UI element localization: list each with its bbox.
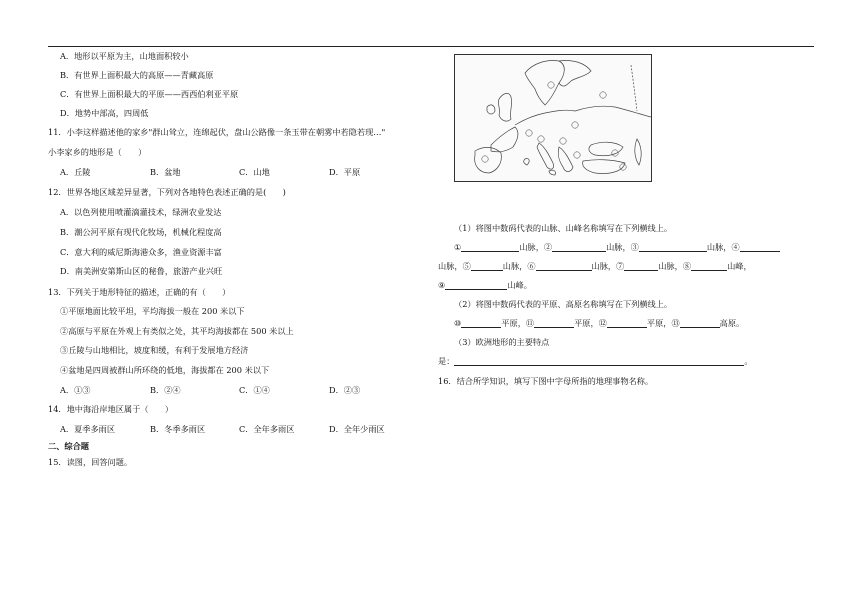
blank-row-3 xyxy=(438,280,532,290)
blank-11[interactable] xyxy=(534,319,574,328)
q11-stem: 11．小李这样描述他的家乡"群山耸立，连绵起伏，盘山公路像一条玉带在朝雾中若隐若现…" xyxy=(48,127,386,137)
label-10: ⑩ xyxy=(454,318,462,328)
q11-option-b: B．盆地 xyxy=(150,167,181,177)
q16-stem: 16．结合所学知识，填写下图中字母所指的地理事物名称。 xyxy=(438,376,654,386)
blank-9[interactable] xyxy=(445,281,507,290)
q12-option-a: A．以色列使用喷灌滴灌技术，绿洲农业发达 xyxy=(60,207,222,217)
label-peak-end: 山峰。 xyxy=(507,280,532,290)
label-peak: 山峰， xyxy=(727,261,752,271)
part3-label: 是： xyxy=(438,356,455,366)
q12-stem: 12．世界各地区域差异显著，下列对各地特色表述正确的是( ) xyxy=(48,187,286,197)
label-7: 山脉，⑦ xyxy=(591,261,625,271)
q12-option-b: B．潮公河平原有现代化牧场，机械化程度高 xyxy=(60,227,222,237)
label-1: ① xyxy=(454,242,462,252)
part3-instruction: （3）欧洲地形的主要特点 xyxy=(454,337,550,347)
q13-option-a: A．①③ xyxy=(60,385,91,395)
label-plateau: 高原。 xyxy=(719,318,745,328)
label-4: 山脉，④ xyxy=(706,242,740,252)
q13-item-1: ①平原地面比较平坦，平均海拔一般在 200 米以下 xyxy=(60,306,245,316)
q13-option-d: D．②③ xyxy=(329,385,361,395)
blank-4[interactable] xyxy=(740,243,780,252)
part3-blank[interactable] xyxy=(454,357,744,366)
blank-3[interactable] xyxy=(639,243,707,252)
blank-row-1 xyxy=(454,242,780,252)
blank-2[interactable] xyxy=(552,243,606,252)
label-11: 平原，⑪ xyxy=(501,318,535,328)
q12-option-c: C．意大利的威尼斯海港众多，渔业资源丰富 xyxy=(60,247,222,257)
q14-option-b: B．冬季多雨区 xyxy=(150,424,206,434)
part2-instruction: （2）将图中数码代表的平原、高原名称填写在下列横线上。 xyxy=(454,299,673,309)
q11-option-a: A．丘陵 xyxy=(60,167,91,177)
blank-8[interactable] xyxy=(691,262,727,271)
q11-option-c: C．山地 xyxy=(239,167,270,177)
blank-12[interactable] xyxy=(607,319,647,328)
label-13: 平原，⑬ xyxy=(646,318,680,328)
q13-item-4: ④盆地是四周被群山所环绕的低地，海拔都在 200 米以下 xyxy=(60,365,270,375)
q13-stem: 13．下列关于地形特征的描述，正确的有（ ） xyxy=(48,287,231,297)
q10-option-d: D．地势中部高，四周低 xyxy=(60,108,149,118)
header-rule xyxy=(48,46,814,47)
q14-option-c: C．全年多雨区 xyxy=(239,424,295,434)
q13-item-3: ③丘陵与山地相比，坡度和缓，有利于发展地方经济 xyxy=(60,345,249,355)
q11-stem-line2: 小李家乡的地形是（ ） xyxy=(48,147,147,157)
blank-1[interactable] xyxy=(461,243,519,252)
q14-option-d: D．全年少雨区 xyxy=(329,424,385,434)
part3-end: 。 xyxy=(744,356,753,366)
blank-5[interactable] xyxy=(471,262,503,271)
label-5: 山脉，⑤ xyxy=(438,261,471,271)
blank-row-2 xyxy=(438,261,752,271)
q12-option-d: D．南美洲安第斯山区的秘鲁，旅游产业兴旺 xyxy=(60,266,223,276)
label-2: 山脉，② xyxy=(519,242,553,252)
q14-stem: 14．地中海沿岸地区属于（ ） xyxy=(48,404,174,414)
label-12: 平原，⑫ xyxy=(574,318,607,328)
q10-option-c: C．有世界上面积最大的平原——西西伯利亚平原 xyxy=(60,89,239,99)
label-8: 山脉，⑧ xyxy=(658,261,692,271)
q13-option-c: C．①④ xyxy=(239,385,270,395)
blank-10[interactable] xyxy=(461,319,501,328)
q10-option-a: A．地形以平原为主，山地面积较小 xyxy=(60,51,189,61)
section-heading: 二、综合题 xyxy=(48,441,89,451)
label-9: ⑨ xyxy=(438,280,446,290)
label-3: 山脉，③ xyxy=(606,242,639,252)
part3-answer-row xyxy=(438,356,753,366)
q13-item-2: ②高原与平原在外观上有类似之处，其平均海拔都在 500 米以上 xyxy=(60,326,294,336)
europe-map-drawing xyxy=(455,55,651,181)
europe-map xyxy=(454,54,652,182)
q11-option-d: D．平原 xyxy=(329,167,361,177)
q15-stem: 15．读图，回答问题。 xyxy=(48,457,133,467)
blank-13[interactable] xyxy=(680,319,720,328)
q14-option-a: A．夏季多雨区 xyxy=(60,424,116,434)
q13-option-b: B．②④ xyxy=(150,385,181,395)
part1-instruction: （1）将图中数码代表的山脉、山峰名称填写在下列横线上。 xyxy=(454,223,673,233)
blank-row-4 xyxy=(454,318,744,328)
label-6: 山脉，⑥ xyxy=(502,261,536,271)
q10-option-b: B．有世界上面积最大的高原——青藏高原 xyxy=(60,70,214,80)
blank-6[interactable] xyxy=(536,262,592,271)
blank-7[interactable] xyxy=(624,262,658,271)
